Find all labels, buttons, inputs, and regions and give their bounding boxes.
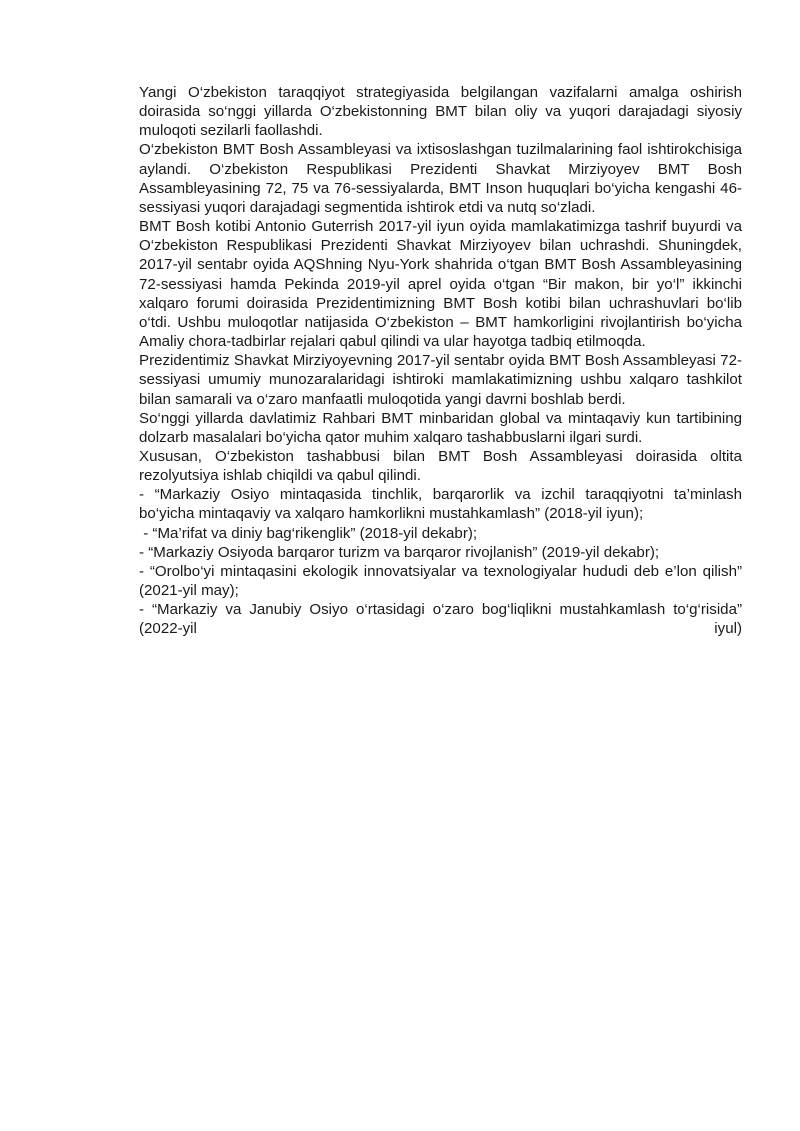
- list-item-resolution: - “Ma’rifat va diniy bag‘rikenglik” (2018-yil dekabr);: [139, 524, 478, 542]
- paragraph-intro: Yangi O‘zbekiston taraqqiyot strategiyasida belgilangan vazifalarni amalga oshirish doirasida so‘nggi yillarda O‘zbekistonning BMT bilan oliy va yuqori darajadagi siyosiy muloqoti sezilarli faollashdi.: [139, 84, 742, 140]
- list-item-resolution: - “Markaziy Osiyo mintaqasida tinchlik, barqarorlik va izchil taraqqiyotni ta’minlash bo‘yicha mintaqaviy va xalqaro hamkorlikni mustahkamlash” (2018-yil iyun);: [139, 486, 742, 523]
- list-item-resolution: - “Markaziy Osiyoda barqaror turizm va barqaror rivojlanish” (2019-yil dekabr);: [139, 543, 660, 561]
- paragraph-resolutions-intro: Xususan, O‘zbekiston tashabbusi bilan BMT Bosh Assambleyasi doirasida oltita rezolyutsiya ishlab chiqildi va qabul qilindi.: [139, 447, 742, 485]
- list-item-resolution: - “Orolbo‘yi mintaqasini ekologik innovatsiyalar va texnologiyalar hududi deb e’lon qilish” (2021-yil may);: [139, 562, 742, 600]
- paragraph-72nd-session: Prezidentimiz Shavkat Mirziyoyevning 2017-yil sentabr oyida BMT Bosh Assambleyasi 72-sessiyasi umumiy munozaralaridagi ishtiroki mamlakatimizning ushbu xalqaro tashkilot bilan samarali va o‘zaro manfaatli muloqotida yangi davrni boshlab berdi.: [139, 352, 742, 408]
- paragraph-initiatives: So‘nggi yillarda davlatimiz Rahbari BMT minbaridan global va mintaqaviy kun tartibining dolzarb masalalari bo‘yicha qator muhim xalqaro tashabbuslarni ilgari surdi.: [139, 409, 742, 446]
- document-page: [139, 83, 742, 639]
- list-item-resolution: - “Markaziy va Janubiy Osiyo o‘rtasidagi o‘zaro bog‘liqlikni mustahkamlash to‘g‘risida” (2022-yil iyul): [139, 601, 742, 638]
- paragraph-general-assembly: O‘zbekiston BMT Bosh Assambleyasi va ixtisoslashgan tuzilmalarining faol ishtirokchisiga aylandi. O‘zbekiston Respublikasi Prezidenti Shavkat Mirziyoyev BMT Bosh Assambleyasining 72, 75 va 76-sessiyalarda, BMT Inson huquqlari bo‘yicha kengashi 46-sessiyasi yuqori darajadagi segmentida ishtirok etdi va nutq so‘zladi.: [139, 141, 742, 216]
- paragraph-guterres-visit: BMT Bosh kotibi Antonio Guterrish 2017-yil iyun oyida mamlakatimizga tashrif buyurdi va O‘zbekiston Respublikasi Prezidenti Shavkat Mirziyoyev bilan uchrashdi. Shuningdek, 2017-yil sentabr oyida AQShning Nyu-York shahrida o‘tgan BMT Bosh Assambleyasining 72-sessiyasi hamda Pekinda 2019-yil aprel oyida o‘tgan “Bir makon, bir yo‘l” ikkinchi xalqaro forumi doirasida Prezidentimizning BMT Bosh kotibi bilan uchrashuvlari bo‘lib o‘tdi. Ushbu muloqotlar natijasida O‘zbekiston – BMT hamkorligini rivojlantirish bo‘yicha Amaliy chora-tadbirlar rejalari qabul qilindi va ular hayotga tadbiq etilmoqda.: [139, 218, 742, 351]
